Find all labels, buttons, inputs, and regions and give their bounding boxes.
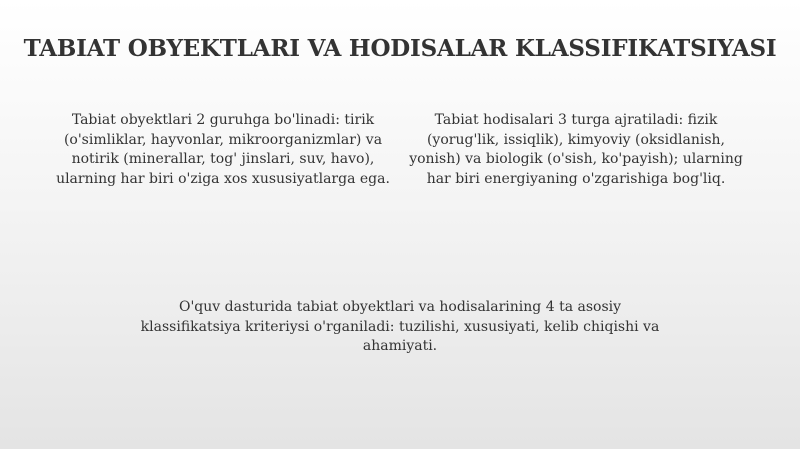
phenomena-classification-text: Tabiat hodisalari 3 turga ajratiladi: fizik (yorug'lik, issiqlik), kimyoviy (oksidlanish, yonish) va biologik (o'sish, ko'payish); ularning har biri energiyaning o'zgarishiga bog'liq.: [409, 112, 743, 187]
slide-title: TABIAT OBYEKTLARI VA HODISALAR KLASSIFIKATSIYASI: [23, 35, 777, 62]
curriculum-criteria-text: O'quv dasturida tabiat obyektlari va hodisalarining 4 ta asosiy klassifikatsiya kriteriysi o'rganiladi: tuzilishi, xususiyati, kelib chiqishi va ahamiyati.: [140, 299, 660, 354]
objects-classification-text: Tabiat obyektlari 2 guruhga bo'linadi: tirik (o'simliklar, hayvonlar, mikroorganizmlar) va notirik (minerallar, tog' jinslari, suv, havo), ularning har biri o'ziga xos xususiyatlarga ega.: [56, 112, 390, 187]
